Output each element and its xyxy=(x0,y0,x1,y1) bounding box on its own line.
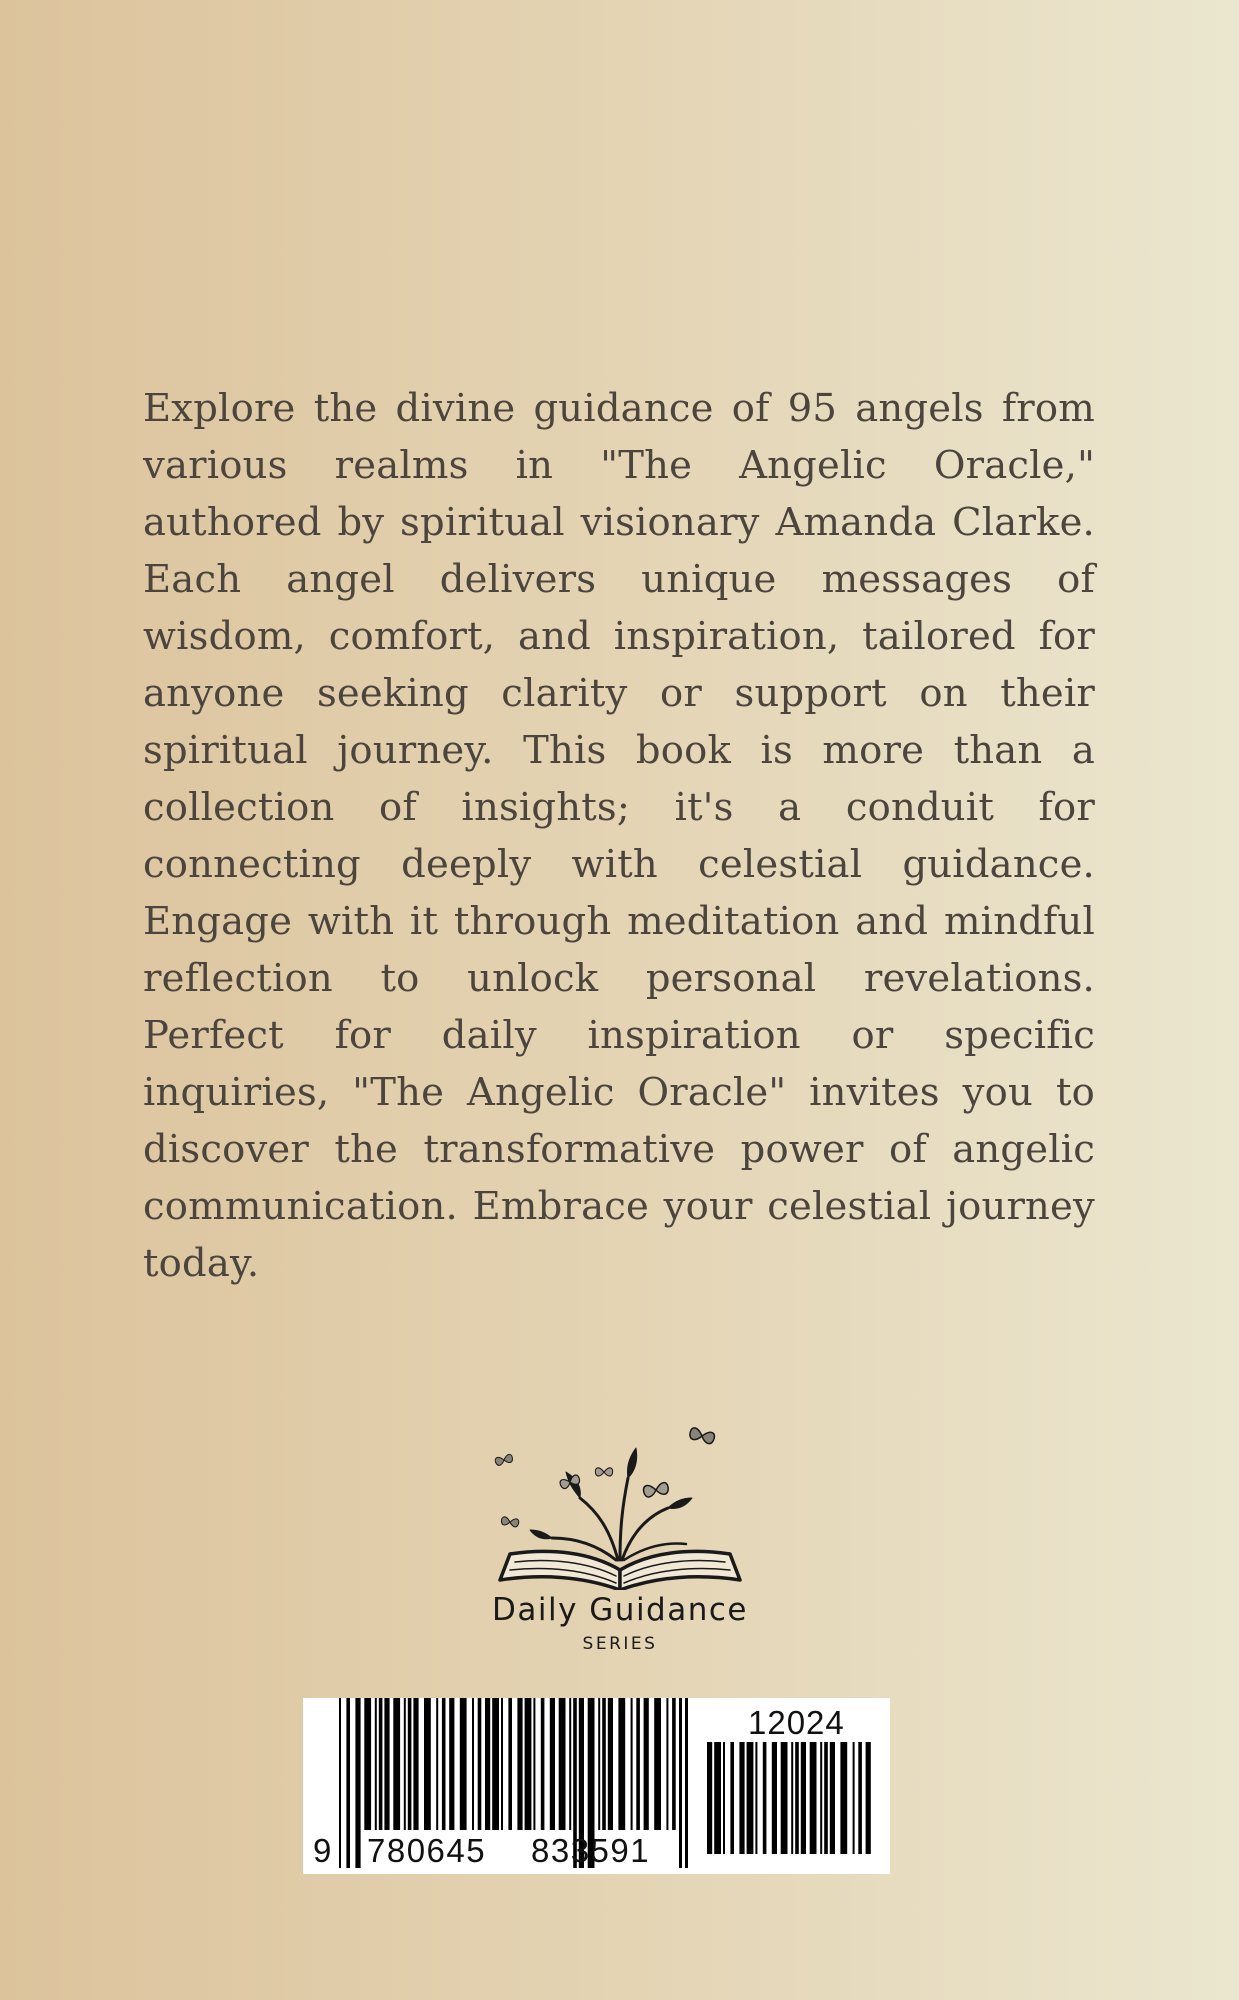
barcode-group-1: 780645 xyxy=(367,1832,487,1869)
series-logo xyxy=(470,1420,770,1670)
barcode-lead-digit: 9 xyxy=(313,1832,332,1869)
barcode-addon: 12024 xyxy=(748,1704,845,1741)
book-description: Explore the divine guidance of 95 angels from various realms in "The Angelic Oracle," authored by spiritual visionary Amanda Clarke. Each angel delivers unique messages of wisdom, comfort, and inspiration, tailored for anyone seeking clarity or support on their spiritual journey. This book is more than a collection of insights; it's a conduit for connecting deeply with celestial guidance. Engage with it through meditation and mindful reflection to unlock personal revelations. Perfect for daily inspiration or specific inquiries, "The Angelic Oracle" invites you to discover the transformative power of angelic communication. Embrace your celestial journey today. xyxy=(143,386,1095,1286)
series-subtitle: SERIES xyxy=(582,1634,658,1654)
barcode-group-2: 833591 xyxy=(531,1832,651,1869)
open-book-with-plants-and-butterflies-icon xyxy=(470,1420,770,1590)
isbn-barcode xyxy=(303,1698,890,1874)
series-title: Daily Guidance xyxy=(491,1592,748,1628)
